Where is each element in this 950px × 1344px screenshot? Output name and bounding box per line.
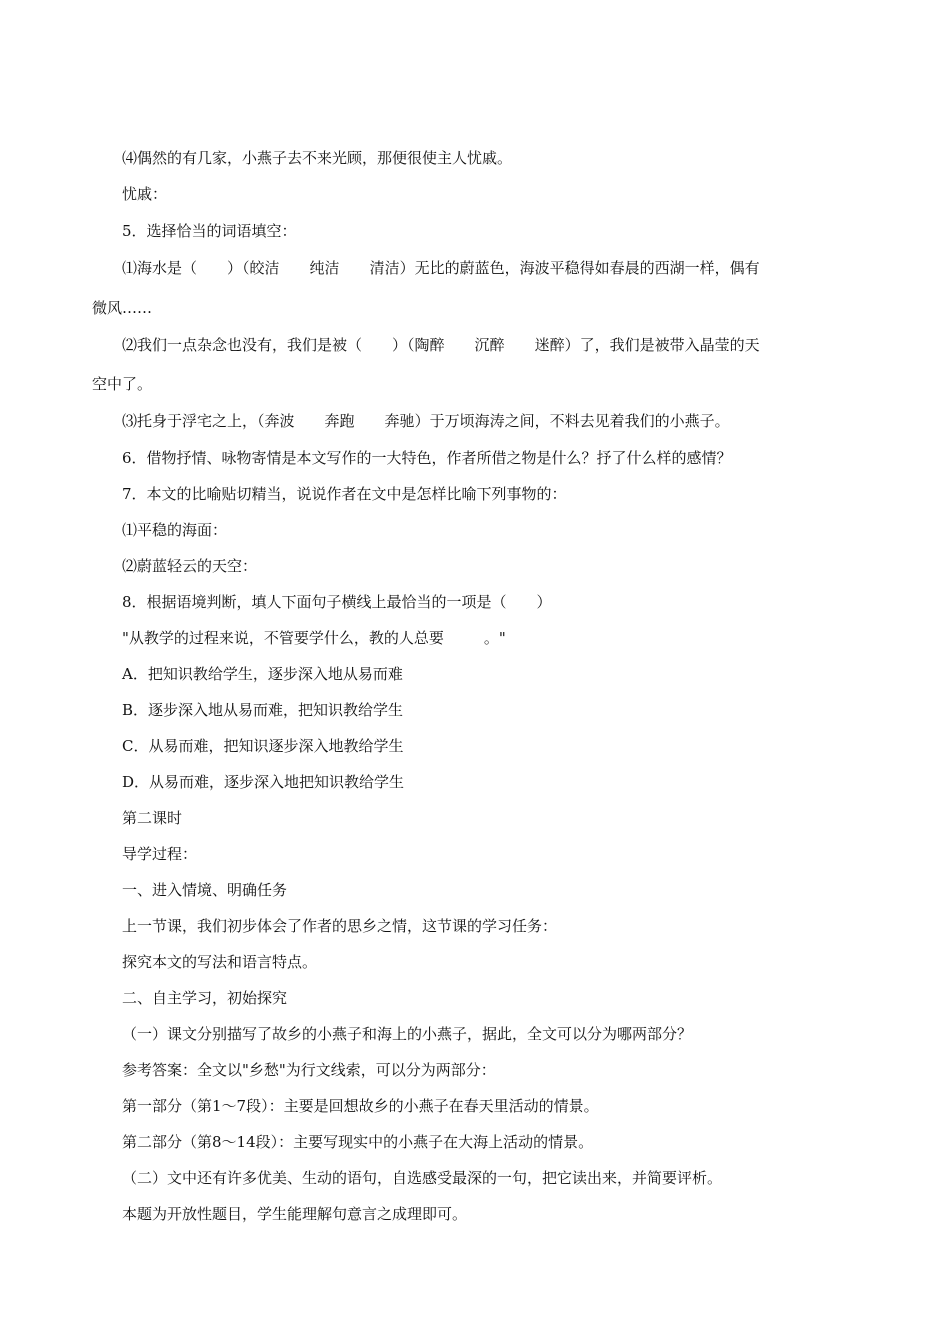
q5-item-1-cont: 微风…… (92, 299, 153, 317)
q5-2-paren: ）（ (392, 336, 415, 354)
q5-2-option: 沉醉 (474, 336, 505, 354)
section-1-paragraph: 探究本文的写法和语言特点。 (122, 953, 318, 971)
lesson-2-heading: 第二课时 (122, 809, 183, 827)
q5-item-2-cont: 空中了。 (92, 375, 153, 393)
q5-1-paren: ）（ (227, 259, 250, 277)
q8-option-d: D．从易而难，逐步深入地把知识教给学生 (122, 773, 405, 791)
q7: 7．本文的比喻贴切精当，说说作者在文中是怎样比喻下列事物的： (122, 485, 567, 503)
q5-3-option: 奔波 (264, 412, 295, 430)
q5-1-option: 皎洁 (249, 259, 280, 277)
q8-quote-end: 。" (483, 629, 506, 647)
q8-option-c: C．从易而难，把知识逐步深入地教给学生 (122, 737, 404, 755)
subquestion-2: （二）文中还有许多优美、生动的语句，自选感受最深的一句，把它读出来，并简要评析。 (122, 1169, 723, 1187)
subquestion-1: （一）课文分别描写了故乡的小燕子和海上的小燕子，据此，全文可以分为哪两部分？ (122, 1025, 693, 1043)
q8-option-a: A．把知识教给学生，逐步深入地从易而难 (122, 665, 403, 683)
q5-item-2 (122, 334, 760, 356)
answer-part-2: 第二部分（第8～14段）：主要写现实中的小燕子在大海上活动的情景。 (122, 1133, 594, 1151)
q5-1-option: 纯洁 (309, 259, 340, 277)
q5-3-option: 奔驰 (384, 412, 415, 430)
q4-sentence: ⑷偶然的有几家，小燕子去不来光顾，那便很使主人忧戚。 (122, 149, 513, 167)
q5-2-prefix: ⑵我们一点杂念也没有，我们是被（ (122, 336, 363, 354)
section-1-paragraph: 上一节课，我们初步体会了作者的思乡之情，这节课的学习任务： (122, 917, 558, 935)
q8: 8．根据语境判断，填人下面句子横线上最恰当的一项是（ ） (122, 593, 552, 611)
q5-1-prefix: ⑴海水是（ (122, 259, 198, 277)
q6: 6．借物抒情、咏物寄情是本文写作的一大特色，作者所借之物是什么？抒了什么样的感情？ (122, 449, 732, 467)
q5-item-1 (122, 257, 760, 279)
q5-3-suffix: ）于万顷海涛之间，不料去见着我们的小燕子。 (414, 412, 730, 430)
q5-2-suffix: ）了，我们是被带入晶莹的天 (564, 336, 760, 354)
q5-1-suffix: ）无比的蔚蓝色，海波平稳得如春晨的西湖一样，偶有 (399, 259, 760, 277)
q8-quote-start: "从教学的过程来说，不管要学什么，教的人总要 (122, 629, 444, 647)
subquestion-2-answer: 本题为开放性题目，学生能理解句意言之成理即可。 (122, 1205, 468, 1223)
q5-3-prefix: ⑶托身于浮宅之上，（ (122, 412, 265, 430)
section-2-title: 二、自主学习，初始探究 (122, 989, 288, 1007)
subquestion-1-answer: 参考答案：全文以"乡愁"为行文线索，可以分为两部分： (122, 1061, 496, 1079)
q5-item-3 (122, 410, 730, 432)
q8-quote (122, 627, 506, 649)
process-heading: 导学过程： (122, 845, 198, 863)
q7-item-1: ⑴平稳的海面： (122, 521, 228, 539)
q5-2-option: 迷醉 (534, 336, 565, 354)
q5-1-option: 清洁 (369, 259, 400, 277)
answer-part-1: 第一部分（第1～7段）：主要是回想故乡的小燕子在春天里活动的情景。 (122, 1097, 599, 1115)
q5-2-option: 陶醉 (414, 336, 445, 354)
q5-3-option: 奔跑 (324, 412, 355, 430)
q8-option-b: B．逐步深入地从易而难，把知识教给学生 (122, 701, 404, 719)
q5-title: 5．选择恰当的词语填空： (122, 222, 297, 240)
section-1-title: 一、进入情境、明确任务 (122, 881, 288, 899)
q4-word: 忧戚： (122, 185, 168, 203)
q7-item-2: ⑵蔚蓝轻云的天空： (122, 557, 258, 575)
